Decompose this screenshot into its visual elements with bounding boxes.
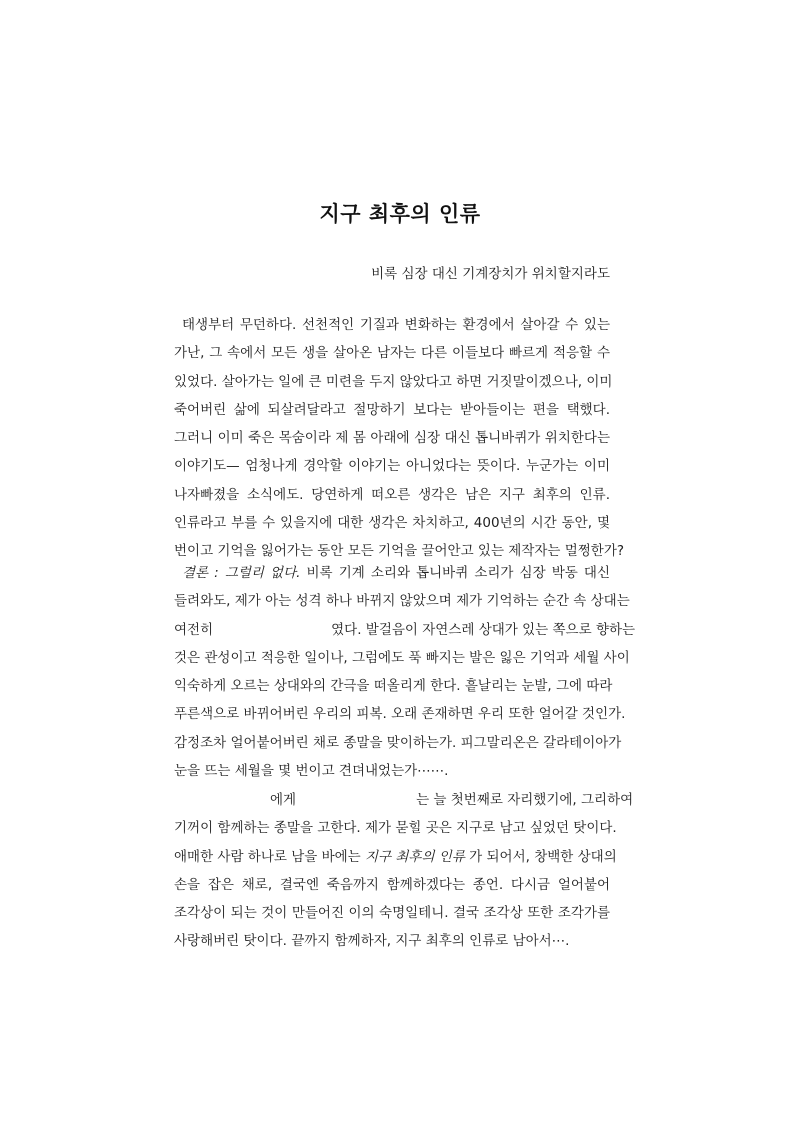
text-line: 가난, 그 속에서 모든 생을 살아온 남자는 다른 이들보다 빠르게 적응할 수 (174, 345, 610, 362)
conclusion-italic: 결론 : 그럴리 없다. (182, 565, 301, 581)
document-title: 지구 최후의 인류 (319, 202, 481, 226)
text-line: 들려와도, 제가 아는 성격 하나 바뀌지 않았으며 제가 기억하는 순간 속 상대는 (174, 593, 630, 610)
text-line: 인류라고 부를 수 있을지에 대한 생각은 차치하고, 400년의 시간 동안, 몇 (174, 515, 610, 532)
italic-phrase: 지구 최후의 인류 (365, 848, 465, 865)
text-line: 이야기도— 엄청나게 경악할 이야기는 아니었다는 뜻이다. 누군가는 이미 (174, 458, 610, 475)
text-line (174, 786, 634, 814)
paragraph-1 (174, 311, 625, 566)
text-fragment: 여전히 (174, 621, 214, 638)
text-line: 푸른색으로 바뀌어버린 우리의 피복. 오래 존재하면 우리 또한 얼어갈 것인가. (174, 706, 626, 723)
text-line (174, 843, 617, 871)
text-line: 있었다. 살아가는 일에 큰 미련을 두지 않았다고 하면 거짓말이겠으나, 이미 (174, 373, 613, 390)
text-line: 익숙하게 오르는 상대와의 간극을 떠올리게 한다. 흩날리는 눈발, 그에 따라 (174, 678, 613, 695)
text-line: 죽어버린 삶에 되살려달라고 절망하기 보다는 받아들이는 편을 택했다. (174, 401, 610, 418)
text-line: 조각상이 되는 것이 만들어진 이의 숙명일테니. 결국 조각상 또한 조각가를 (174, 905, 610, 922)
text-line: 태생부터 무던하다. 선천적인 기질과 변화하는 환경에서 살아갈 수 있는 (182, 317, 610, 333)
text-fragment: 애매한 사람 하나로 남을 바에는 (174, 848, 365, 865)
text-fragment: 는 늘 첫번째로 자리했기에, 그리하여 (416, 792, 634, 808)
paragraph-2 (174, 559, 636, 785)
text-fragment: 였다. 발걸음이 자연스레 상대가 있는 쪽으로 향하는 (331, 621, 636, 638)
text-line: 감정조차 얼어붙어버린 채로 종말을 맞이하는가. 피그말리온은 갈라테이아가 (174, 734, 622, 751)
text-fragment: 에게 (270, 792, 297, 808)
text-fragment: 가 되어서, 창백한 상대의 (464, 848, 617, 865)
document-subtitle: 비록 심장 대신 기계장치가 위치할지라도 (371, 266, 610, 282)
paragraph-3 (174, 786, 634, 956)
text-line: 나자빠졌을 소식에도. 당연하게 떠오른 생각은 남은 지구 최후의 인류. (174, 486, 610, 503)
text-fragment: 비록 기계 소리와 톱니바퀴 소리가 심장 박동 대신 (300, 565, 610, 581)
text-line: 사랑해버린 탓이다. 끝까지 함께하자, 지구 최후의 인류로 남아서⋯. (174, 933, 570, 950)
text-line: 그러니 이미 죽은 목숨이라 제 몸 아래에 심장 대신 톱니바퀴가 위치한다는 (174, 430, 610, 447)
text-line: 손을 잡은 채로, 결국엔 죽음까지 함께하겠다는 종언. 다시금 얼어붙어 (174, 876, 610, 893)
text-line: 기꺼이 함께하는 종말을 고한다. 제가 묻힐 곳은 지구로 남고 싶었던 탓이다. (174, 820, 617, 837)
text-line (174, 559, 610, 587)
text-line: 것은 관성이고 적응한 일이나, 그럼에도 푹 빠지는 발은 잃은 기억과 세월 사이 (174, 649, 630, 666)
text-line: 번이고 기억을 잃어가는 동안 모든 기억을 끌어안고 있는 제작자는 멀쩡한가? (174, 543, 625, 560)
text-line: 눈을 뜨는 세월을 몇 번이고 견뎌내었는가⋯⋯. (174, 763, 449, 780)
text-line (174, 616, 636, 644)
